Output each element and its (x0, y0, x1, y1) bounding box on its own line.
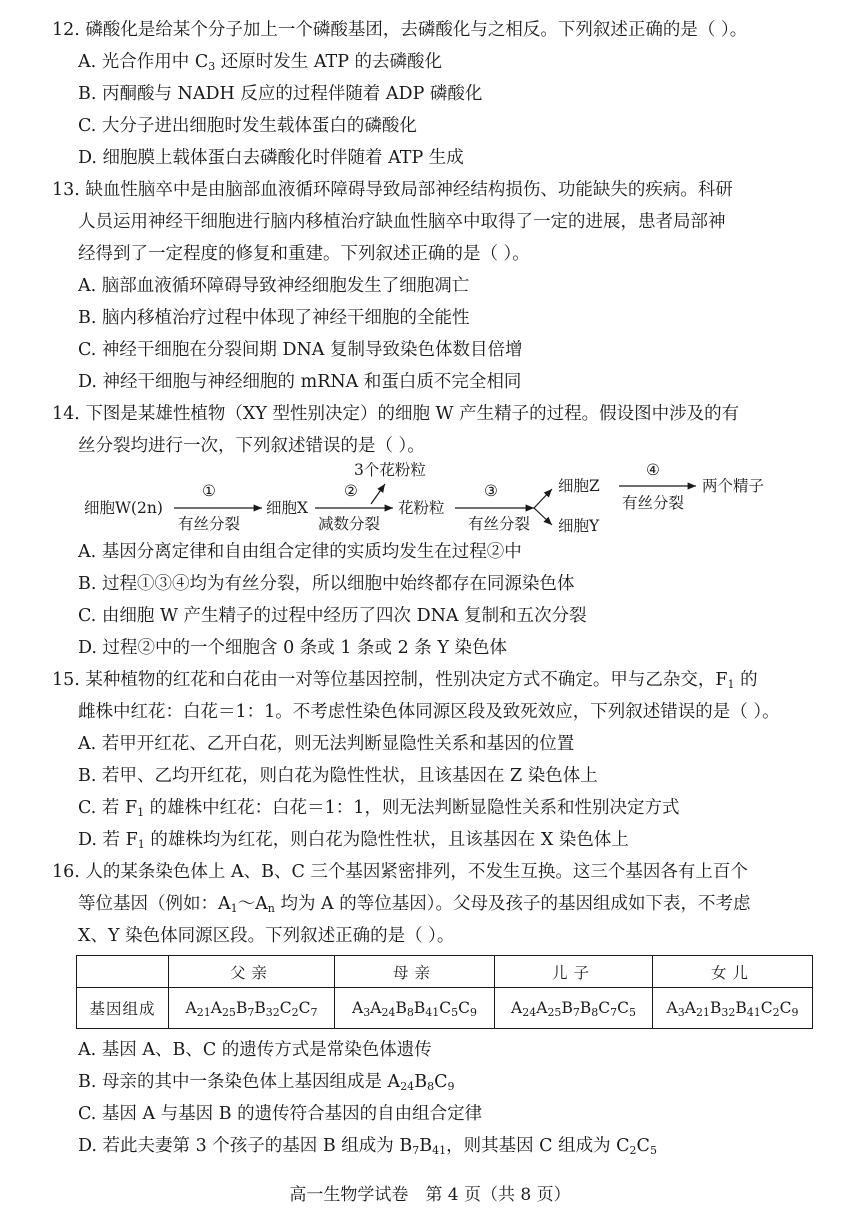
q12-option-c: C. 大分子进出细胞时发生载体蛋白的磷酸化 (78, 116, 417, 136)
page-footer: 高一生物学试卷 第 4 页（共 8 页） (289, 1185, 571, 1205)
q15-stem-line2: 雌株中红花：白花＝1：1。不考虑性染色体同源区段及致死效应，下列叙述错误的是（ ）。 (78, 702, 780, 722)
gene-table-row-label: 基因组成 (77, 988, 169, 1029)
step2-label: 减数分裂 (318, 515, 381, 533)
q16-option-c: C. 基因 A 与基因 B 的遗传符合基因的自由组合定律 (78, 1104, 483, 1124)
gene-table-header-empty (77, 956, 169, 988)
q14-option-d: D. 过程②中的一个细胞含 0 条或 1 条或 2 条 Y 染色体 (78, 638, 507, 658)
arrow-to-cell-y (534, 508, 552, 525)
step2-number: ② (344, 482, 358, 500)
gene-table-cell-daughter: $A_3A_{21}B_{32}B_{41}C_2C_9$ (653, 988, 813, 1029)
q16-stem-line3: X、Y 染色体同源区段。下列叙述正确的是（ ）。 (78, 926, 455, 946)
arrow-side-pollen (371, 484, 385, 504)
gene-table-row (77, 988, 813, 1029)
gene-table-header-son: 儿子 (495, 956, 653, 988)
cell-y-label: 细胞Y (558, 517, 600, 535)
q12-option-b: B. 丙酮酸与 NADH 反应的过程伴随着 ADP 磷酸化 (78, 84, 483, 104)
q15-option-b: B. 若甲、乙均开红花，则白花为隐性性状，且该基因在 Z 染色体上 (78, 766, 598, 786)
gene-table (76, 955, 813, 1029)
gene-table-cell-son: $A_{24}A_{25}B_7B_8C_7C_5$ (495, 988, 653, 1029)
q15-stem-line1: 15. 某种植物的红花和白花由一对等位基因控制，性别决定方式不确定。甲与乙杂交，$F_1$ 的 (52, 670, 758, 691)
q16-option-b: B. 母亲的其中一条染色体上基因组成是 $A_{24}B_8C_9$ (78, 1072, 455, 1093)
q15-option-a: A. 若甲开红花、乙开白花，则无法判断显隐性关系和基因的位置 (78, 734, 575, 754)
q14-option-c: C. 由细胞 W 产生精子的过程中经历了四次 DNA 复制和五次分裂 (78, 606, 587, 626)
gene-table-header-daughter: 女儿 (653, 956, 813, 988)
step1-number: ① (202, 482, 216, 500)
gene-table-header-father: 父亲 (169, 956, 335, 988)
q14-stem-line1: 14. 下图是某雄性植物（XY 型性别决定）的细胞 W 产生精子的过程。假设图中涉及的有 (52, 404, 740, 424)
q16-option-d: D. 若此夫妻第 3 个孩子的基因 B 组成为 $B_7B_{41}$，则其基因 C 组成为 $C_2C_5$ (78, 1136, 657, 1157)
q13-stem-line3: 经得到了一定程度的修复和重建。下列叙述正确的是（ ）。 (78, 244, 530, 264)
cell-z-label: 细胞Z (558, 477, 600, 495)
step3-number: ③ (484, 482, 498, 500)
result-label: 两个精子 (702, 477, 765, 495)
q15-option-c: C. 若 $F_1$ 的雄株中红花：白花＝1：1，则无法判断显隐性关系和性别决定方式 (78, 798, 680, 819)
q14-stem-line2: 丝分裂均进行一次，下列叙述错误的是（ ）。 (78, 436, 425, 456)
step4-number: ④ (646, 461, 660, 479)
spermatogenesis-diagram (82, 460, 812, 540)
q13-stem-line2: 人员运用神经干细胞进行脑内移植治疗缺血性脑卒中取得了一定的进展，患者局部神 (78, 212, 726, 232)
q15-option-d: D. 若 $F_1$ 的雄株均为红花，则白花为隐性性状，且该基因在 X 染色体上 (78, 830, 629, 851)
cell-w-label: 细胞W(2n) (84, 499, 163, 517)
q12-option-d: D. 细胞膜上载体蛋白去磷酸化时伴随着 ATP 生成 (78, 148, 464, 168)
q16-stem-line2: 等位基因（例如：$A_1\sim A_n$ 均为 A 的等位基因）。父母及孩子的基因组成如下表，不考虑 (78, 894, 751, 915)
gene-table-cell-father: $A_{21}A_{25}B_7B_{32}C_2C_7$ (169, 988, 335, 1029)
q14-option-b: B. 过程①③④均为有丝分裂，所以细胞中始终都存在同源染色体 (78, 574, 575, 594)
q13-option-c: C. 神经干细胞在分裂间期 DNA 复制导致染色体数目倍增 (78, 340, 523, 360)
cell-x-label: 细胞X (266, 499, 309, 517)
q13-option-a: A. 脑部血液循环障碍导致神经细胞发生了细胞凋亡 (78, 276, 470, 296)
q16-stem-line1: 16. 人的某条染色体上 A、B、C 三个基因紧密排列，不发生互换。这三个基因各有上百个 (52, 862, 748, 882)
q13-option-b: B. 脑内移植治疗过程中体现了神经干细胞的全能性 (78, 308, 470, 328)
arrow-to-cell-z (534, 489, 552, 508)
q13-option-d: D. 神经干细胞与神经细胞的 mRNA 和蛋白质不完全相同 (78, 372, 522, 392)
gene-table-header-row (77, 956, 813, 988)
gene-table-cell-mother: $A_3A_{24}B_8B_{41}C_5C_9$ (335, 988, 495, 1029)
side-pollen-label: 3个花粉粒 (354, 461, 426, 479)
q14-option-a: A. 基因分离定律和自由组合定律的实质均发生在过程②中 (78, 542, 522, 562)
gene-table-header-mother: 母亲 (335, 956, 495, 988)
step1-label: 有丝分裂 (178, 515, 241, 533)
step4-label: 有丝分裂 (622, 494, 685, 512)
q12-stem: 12. 磷酸化是给某个分子加上一个磷酸基团，去磷酸化与之相反。下列叙述正确的是（ ）。 (52, 20, 748, 40)
q13-stem-line1: 13. 缺血性脑卒中是由脑部血液循环障碍导致局部神经结构损伤、功能缺失的疾病。科研 (52, 180, 733, 200)
step3-label: 有丝分裂 (468, 515, 531, 533)
q16-option-a: A. 基因 A、B、C 的遗传方式是常染色体遗传 (78, 1040, 432, 1060)
q12-option-a: A. 光合作用中 $C_3$ 还原时发生 ATP 的去磷酸化 (78, 52, 443, 73)
pollen-label: 花粉粒 (398, 499, 445, 517)
